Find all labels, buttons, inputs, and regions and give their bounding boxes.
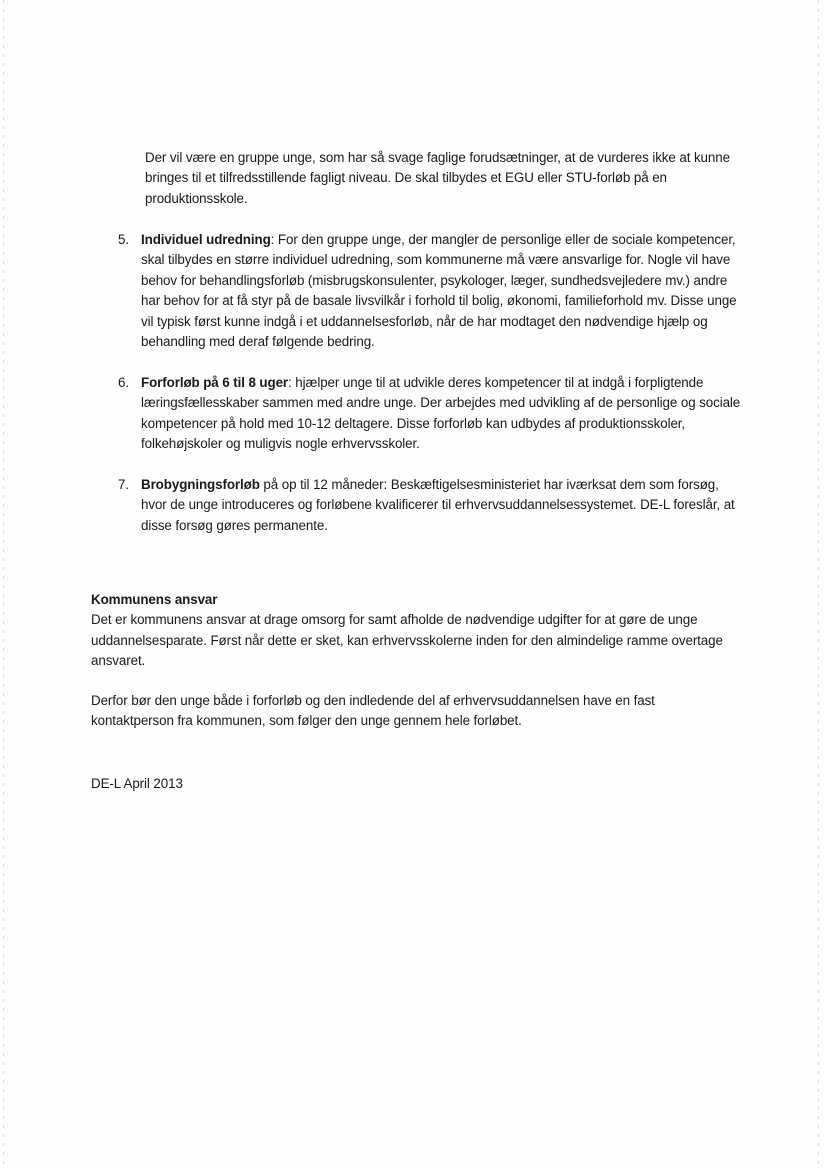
- list-item-number: 7.: [118, 477, 129, 492]
- list-item-body: [141, 373, 741, 455]
- section-paragraph: Derfor bør den unge både i forforløb og den indledende del af erhvervsuddannelsen have en fast kontaktperson fra kommunen, som følger den unge gennem hele forløbet.: [91, 693, 655, 729]
- list-item-text: hjælper unge til at udvikle deres kompetencer til at indgå i forpligtende læringsfællesskaber sammen med andre unge. Der arbejdes med udvikling af de personlige og sociale kompetencer på hold med 10-12 deltagere. Disse forforløb kan udbydes af produktionsskoler, folkehøjskoler og muligvis nogle erhvervsskoler.: [141, 375, 741, 452]
- list-item-number: 6.: [118, 375, 129, 390]
- list-item-title: Brobygningsforløb: [141, 477, 260, 492]
- list-item-title-suffix: :: [270, 232, 275, 247]
- scan-edge-right: [818, 0, 819, 1168]
- signature-text: DE-L April 2013: [91, 776, 183, 791]
- list-item-body: [141, 475, 741, 536]
- list-item-text: For den gruppe unge, der mangler de personlige eller de sociale kompetencer, skal tilbydes en større individuel udredning, som kommunerne må være ansvarlige for. Nogle vil have behov for behandlingsforløb (misbrugskonsulenter, psykologer, læger, sundhedsvejledere mv.) andre har behov for at få styr på de basale livsvilkår i forhold til bolig, økonomi, familieforhold mv. Disse unge vil typisk først kunne indgå i et uddannelsesforløb, når de har modtaget den nødvendige hjælp og behandling med deraf følgende bedring.: [141, 232, 737, 350]
- list-item-title-suffix: :: [288, 375, 292, 390]
- list-item-title: Individuel udredning: [141, 232, 271, 247]
- list-item-title: Forforløb på 6 til 8 uger: [141, 375, 289, 390]
- list-item-number: 5.: [118, 232, 129, 247]
- section-paragraph: Det er kommunens ansvar at drage omsorg for samt afholde de nødvendige udgifter for at gøre de unge uddannelsesparate. Først når dette er sket, kan erhvervsskolerne inden for den almindelige ramme overtage ansvaret.: [91, 612, 723, 669]
- kommunens-ansvar-section: [91, 590, 731, 672]
- section-heading: Kommunens ansvar: [91, 592, 218, 607]
- intro-paragraph: Der vil være en gruppe unge, som har så svage faglige forudsætninger, at de vurderes ikke at kunne bringes til et tilfredsstillende fagligt niveau. De skal tilbydes et EGU eller STU-forløb på en produktionsskole.: [145, 150, 730, 206]
- signature-section: [91, 774, 731, 794]
- scan-edge-left: [3, 0, 4, 1168]
- list-item-body: [141, 230, 741, 352]
- list-item-text: på op til 12 måneder: Beskæftigelsesministeriet har iværksat dem som forsøg, hvor de unge introduceres og forløbene kvalificerer til erhvervsuddannelsessystemet. DE-L foreslår, at disse forsøg gøres permanente.: [141, 477, 735, 533]
- derfor-section: [91, 691, 731, 732]
